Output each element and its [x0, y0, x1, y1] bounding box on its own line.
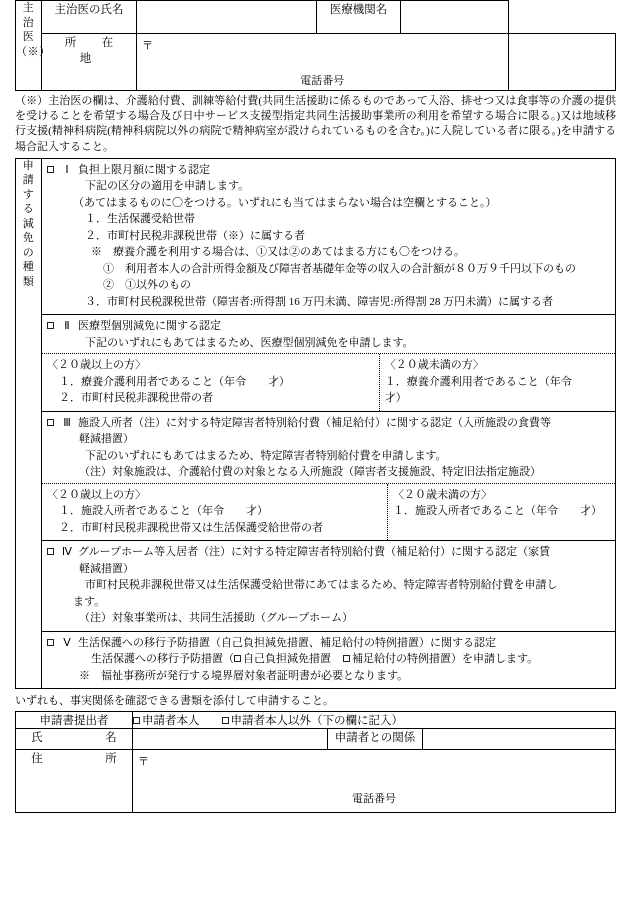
postal-mark-icon-2: 〒: [138, 756, 149, 769]
section-5-line2-suffix: ）を申請します。: [451, 653, 539, 666]
doctor-name-field[interactable]: [137, 1, 317, 34]
doctor-address-label: 所 在 地: [42, 34, 137, 91]
section-5-line3: ※ 福祉事務所が発行する境界層対象者証明書が必要となります。: [79, 669, 409, 682]
section-1-checkbox[interactable]: [47, 166, 54, 173]
section-1-line3: （あてはまるものに〇をつける。いずれにも当てはまらない場合は空欄とすること。）: [73, 196, 497, 209]
postal-mark-icon: 〒: [142, 40, 153, 52]
section-3-over20-item-0[interactable]: １．施設入所者であること（年令 才）: [59, 505, 268, 518]
section-1-item2[interactable]: ２．市町村民税非課税世帯（※）に属する者: [85, 229, 305, 242]
attending-doctor-table: [15, 0, 616, 91]
submitter-options: [133, 712, 616, 729]
section-2-over20-item-0[interactable]: １．療養介護利用者であること（年令 才）: [59, 375, 290, 388]
section-2-under20-item-0[interactable]: １．療養介護利用者であること（年令 才）: [384, 375, 594, 405]
reduction-vertical-char-4: 減: [22, 217, 35, 230]
section-4-line2-cont: ます。: [73, 595, 106, 608]
doctor-note-marker: （※）: [15, 95, 49, 107]
section-4-checkbox[interactable]: [47, 548, 54, 555]
section-3-title-cont: 軽減措置）: [79, 433, 134, 446]
section-1-title: 負担上限月額に関する認定: [78, 163, 210, 176]
submitter-label: 申請書提出者: [16, 712, 133, 729]
section-3-over20-block: [42, 484, 388, 541]
reduction-vertical-char-8: 類: [22, 275, 35, 288]
section-2-over20-item-1[interactable]: ２．市町村民税非課税世帯の者: [59, 392, 213, 405]
section-1-numeral: Ⅰ: [65, 163, 69, 176]
section-3-line3: （注）対象施設は、介護給付費の対象となる入所施設（障害者支援施設、特定旧法指定施設）: [79, 466, 541, 479]
section-3-line2: 下記のいずれにもあてはまるため、特定障害者特別給付費を申請します。: [85, 449, 447, 462]
section-1: [42, 159, 615, 316]
section-5-title: 生活保護への移行予防措置（自己負担減免措置、補足給付の特例措置）に関する認定: [78, 636, 496, 649]
section-2-title-line[interactable]: [47, 318, 610, 335]
section-5-line2-prefix: 生活保護への移行予防措置（: [91, 653, 234, 666]
section-2-under20-block: [380, 354, 615, 411]
section-2-header: [42, 315, 615, 353]
reduction-types-table: [15, 158, 616, 690]
section-1-title-line[interactable]: [47, 162, 610, 179]
submitter-name-label: 氏 名: [16, 729, 133, 750]
submitter-tel-label: 電話番号: [352, 793, 396, 806]
section-1-line2: 下記の区分の適用を申請します。: [85, 180, 250, 193]
submitter-name-row: [16, 729, 616, 750]
doctor-address-spacer: [508, 34, 616, 91]
doctor-address-field[interactable]: [137, 34, 509, 91]
section-5-self-burden-label: 自己負担減免措置: [243, 653, 331, 666]
section-4-title: グループホーム等入居者（注）に対する特定障害者特別給付費（補足給付）に関する認定（家賃: [78, 546, 551, 559]
section-1-item2-sub1[interactable]: ① 利用者本人の合計所得金額及び障害者基礎年金等の収入の合計額が８０万９千円以下のもの: [103, 262, 576, 275]
doctor-vertical-char-2: 医: [22, 31, 35, 44]
section-3-title-line[interactable]: [47, 415, 610, 432]
submitter-relation-field[interactable]: [423, 729, 616, 750]
section-5-supplement-checkbox[interactable]: [343, 655, 350, 662]
attachment-note: いずれも、事実関係を確認できる書類を添付して申請すること。: [15, 695, 334, 708]
medical-institution-field[interactable]: [401, 1, 509, 34]
section-4-line2: 市町村民税非課税世帯又は生活保護受給世帯にあてはまるため、特定障害者特別給付費を申請し: [85, 579, 558, 592]
section-3-checkbox[interactable]: [47, 419, 54, 426]
reduction-vertical-char-2: す: [22, 188, 35, 201]
section-2-age-split: [42, 353, 615, 411]
reduction-vertical-char-7: 種: [22, 261, 35, 274]
section-1-item1[interactable]: １．生活保護受給世帯: [85, 213, 195, 226]
submitter-address-label: 住 所: [16, 750, 133, 813]
reduction-vertical-char-3: る: [22, 203, 35, 216]
section-1-item2-note: ※ 療養介護を利用する場合は、①又は②のあてはまる方にも〇をつける。: [91, 246, 465, 259]
section-5-supplement-label: 補足給付の特例措置: [352, 653, 451, 666]
section-5-self-burden-checkbox[interactable]: [234, 655, 241, 662]
section-2-line2: 下記のいずれにもあてはまるため、医療型個別減免を申請します。: [85, 336, 414, 349]
section-3-under20-heading: 〈２０歳未満の方〉: [393, 488, 492, 501]
doctor-name-row: [16, 1, 616, 34]
section-3-numeral: Ⅲ: [63, 416, 71, 429]
reduction-vertical-label: [16, 158, 42, 689]
section-5: [42, 632, 615, 689]
section-4-line3: （注）対象事業所は、共同生活援助（グループホーム）: [79, 612, 354, 625]
submitter-other-label: 申請者本人以外（下の欄に記入）: [230, 715, 403, 728]
section-3-header: [42, 412, 615, 483]
section-4-title-cont: 軽減措置）: [79, 562, 134, 575]
reduction-vertical-char-6: の: [22, 246, 35, 259]
section-2-over20-block: [42, 354, 380, 411]
section-5-line2: [47, 651, 610, 668]
reduction-vertical-char-1: 請: [22, 174, 35, 187]
reduction-sections-container: [42, 158, 616, 689]
section-3-over20-item-1[interactable]: ２．市町村民税非課税世帯又は生活保護受給世帯の者: [59, 521, 323, 534]
section-5-numeral: Ⅴ: [63, 636, 71, 649]
submitter-address-field[interactable]: [133, 750, 616, 813]
section-2-numeral: Ⅱ: [64, 320, 70, 333]
doctor-address-row: [16, 34, 616, 91]
section-1-item3[interactable]: ３．市町村民税課税世帯（障害者:所得割 16 万円未満、障害児:所得割 28 万円未満）に属する者: [85, 295, 554, 308]
submitter-other-checkbox[interactable]: [222, 717, 229, 724]
applicant-submitter-table: [15, 711, 616, 813]
section-2-checkbox[interactable]: [47, 322, 54, 329]
section-3: [42, 412, 615, 542]
section-2-over20-heading: 〈２０歳以上の方〉: [47, 359, 146, 372]
section-1-item2-sub2[interactable]: ② ①以外のもの: [103, 279, 191, 292]
section-3-under20-item-0[interactable]: １．施設入所者であること（年令 才）: [393, 505, 602, 518]
doctor-vertical-char-3: （※）: [16, 45, 51, 58]
reduction-vertical-char-0: 申: [22, 159, 35, 172]
submitter-self-label: 申請者本人: [142, 715, 200, 728]
doctor-vertical-char-0: 主: [22, 2, 35, 14]
doctor-name-label: 主治医の氏名: [42, 1, 137, 34]
section-5-checkbox[interactable]: [47, 639, 54, 646]
section-2-under20-heading: 〈２０歳未満の方〉: [384, 359, 484, 372]
doctor-vertical-char-1: 治: [22, 16, 35, 29]
doctor-note-text: 主治医の欄は、介護給付費、訓練等給付費(共同生活援助に係るものであって入浴、排せつ又は食事等の介護の提供を受けることを希望する場合及び日中サービス支援型指定共同生活援助事業所の利用を希望する場合に限る。)又は地域移行支援(精神科病院(精神科病院以外の病院で精神病室が設けられているものを含む。)に入院している者に限る。)を申請する場合記入すること。: [15, 95, 616, 153]
section-5-title-line[interactable]: [47, 635, 610, 652]
section-3-under20-block: [388, 484, 615, 541]
submitter-self-checkbox[interactable]: [133, 717, 140, 724]
section-4-title-line[interactable]: [47, 544, 610, 561]
section-2: [42, 315, 615, 412]
submitter-name-field[interactable]: [133, 729, 328, 750]
doctor-note-paragraph: [15, 94, 616, 155]
section-3-age-split: [42, 483, 615, 541]
section-2-title: 医療型個別減免に関する認定: [78, 320, 221, 333]
doctor-tel-label: 電話番号: [300, 75, 345, 87]
doctor-vertical-label: [16, 1, 51, 91]
submitter-relation-label: 申請者との関係: [328, 729, 423, 750]
section-3-title: 施設入所者（注）に対する特定障害者特別給付費（補足給付）に関する認定（入所施設の食費等: [78, 416, 551, 429]
section-4-numeral: Ⅳ: [61, 546, 73, 559]
submitter-row: [16, 712, 616, 729]
submitter-address-row: [16, 750, 616, 813]
reduction-vertical-char-5: 免: [22, 232, 35, 245]
medical-institution-label: 医療機関名: [317, 1, 401, 34]
reduction-table-body-row: [16, 158, 616, 689]
section-3-over20-heading: 〈２０歳以上の方〉: [47, 488, 146, 501]
section-4: [42, 541, 615, 632]
